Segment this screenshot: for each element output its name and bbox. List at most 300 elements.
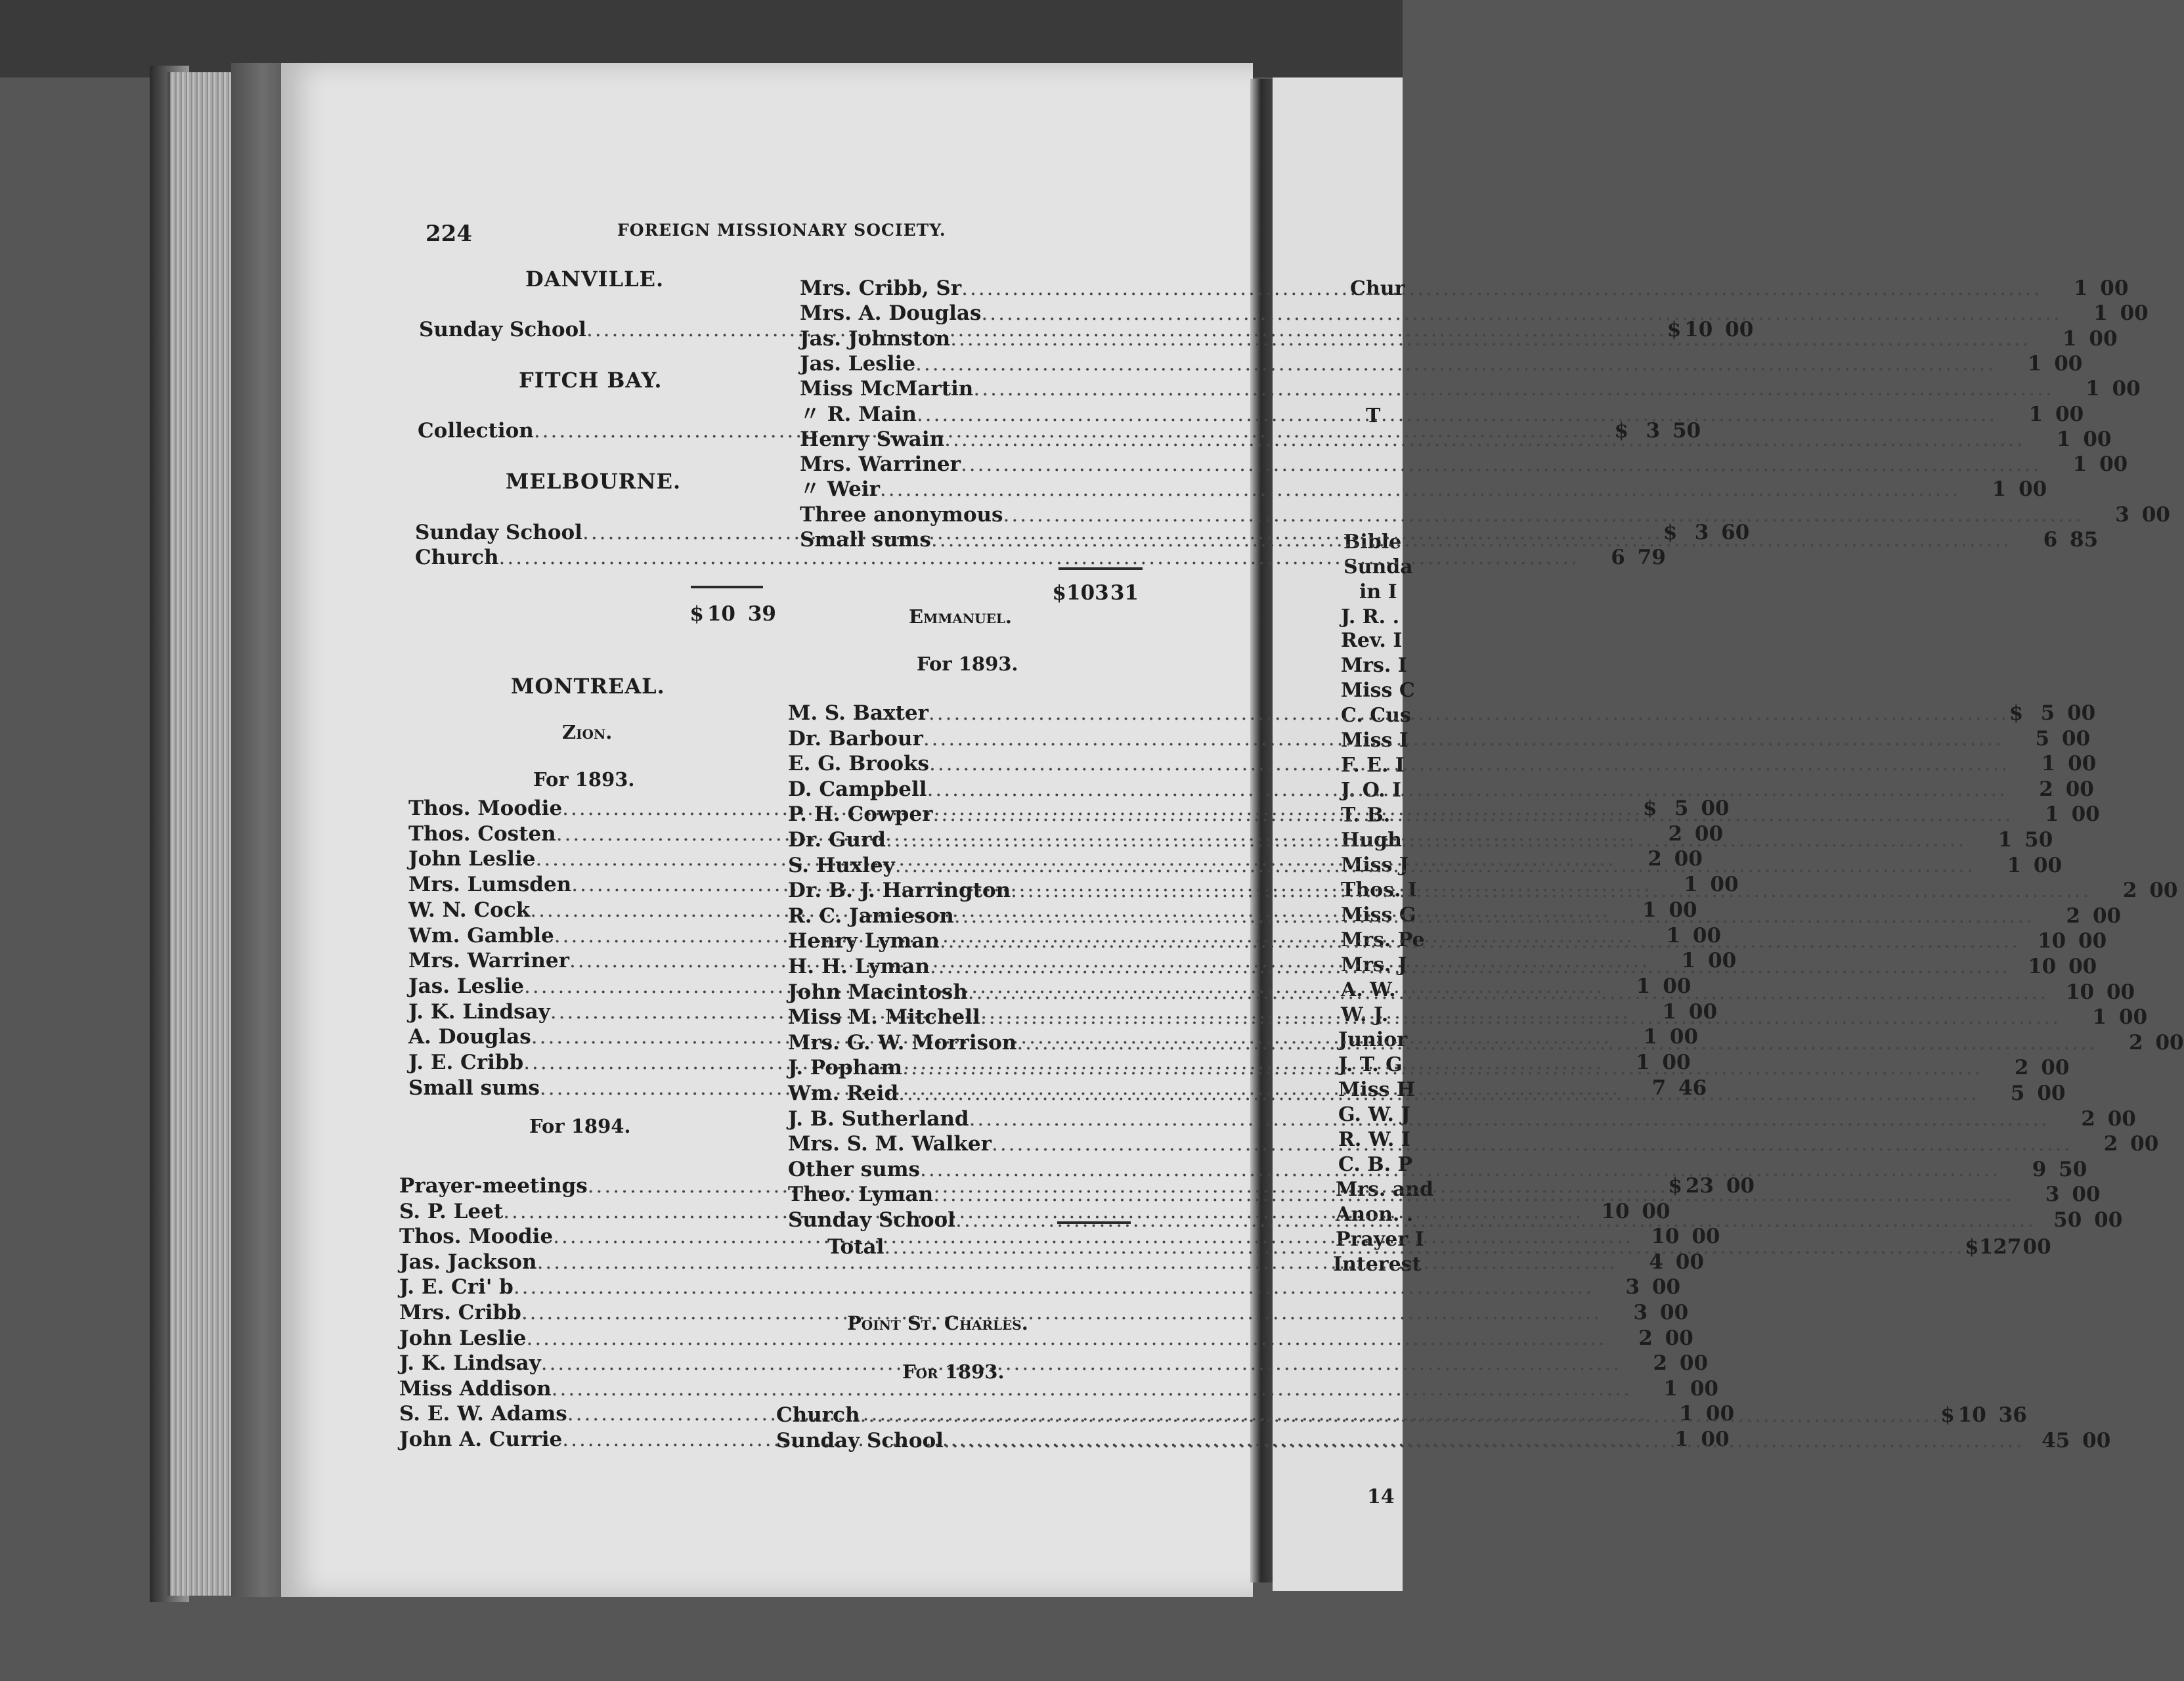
cents-amount: 00 [2083,427,2112,451]
dollar-sign [2072,1131,2086,1156]
cents-amount: 00 [2106,980,2135,1004]
cents-amount: 00 [2099,452,2128,477]
dollar-amount: 2 [1653,1351,1668,1376]
facing-page-fragment: Miss J [1341,854,1409,877]
cents-amount: 00 [2112,377,2141,401]
dollar-amount: 2 [2081,1106,2095,1131]
leader-dots [541,1351,1621,1376]
donor-name: Miss Addison [399,1376,552,1401]
melbourne-total-rule [691,586,763,588]
cents-amount: 00 [1651,1275,1681,1299]
dollar-amount: 1 [2092,1005,2107,1030]
dollar-sign [2042,276,2056,301]
donor-name: J. Popham [788,1056,903,1080]
cents-amount: 00 [1708,949,1737,973]
cents-amount: 00 [1660,1301,1689,1324]
cents-amount: 00 [1663,974,1692,998]
facing-page-fragment: Interest [1333,1253,1422,1276]
cents-amount: 00 [2022,1235,2051,1259]
facing-page-fragment: Mrs. J [1341,953,1407,976]
facing-page-fragment: Thos. I [1341,879,1417,902]
dollar-amount: 2 [1668,821,1683,846]
dollar-sign [1960,477,1975,502]
dollar-sign [2024,1428,2038,1453]
ledger-row [800,351,2083,376]
dollar-amount: 1 [2045,802,2059,827]
dollar-amount: 7 [1651,1076,1667,1100]
cents-amount: 00 [2054,351,2083,376]
leader-dots [902,1055,1982,1080]
dollar-sign [2049,1106,2064,1131]
donor-name: Miss McMartin [800,377,974,401]
leader-dots [898,1081,1978,1106]
donor-name: Small sums [800,528,931,552]
leader-dots [923,726,2003,751]
donor-name: Theo. Lyman [788,1183,934,1207]
dollar-amount: 10 [1957,1403,1986,1427]
leader-dots [933,1182,2013,1207]
facing-page-fragment: Mrs. Pe [1341,928,1425,951]
cents-amount: 00 [1705,1402,1735,1426]
facing-page-fragment: in I [1359,580,1397,603]
donor-name: J. K. Lindsay [408,999,550,1024]
dollar-sign [2034,904,2049,928]
leader-dots [884,1234,1964,1259]
leader-dots [940,928,2020,953]
leader-dots [969,1106,2049,1131]
facing-page-fragment: Anon. . [1336,1203,1414,1226]
leader-dots [928,701,2009,726]
donor-name: 〃 Weir [800,477,880,502]
facing-page-fragment: Mrs. I [1341,654,1407,677]
cents-amount: 00 [1690,1376,1718,1401]
dollar-sign [2007,777,2022,802]
cents-amount: 46 [1678,1076,1707,1100]
facing-page-fragment: T [1366,404,1381,427]
leader-dots [920,1157,2000,1182]
donor-name: M. S. Baxter [788,701,928,725]
dollar-amount: 10 [2038,929,2066,953]
donor-name: A. Douglas [408,1025,531,1049]
dollar-amount: 1 [1642,898,1657,922]
dollar-amount: 45 [2042,1429,2070,1452]
dollar-amount: 1 [1636,974,1651,998]
cents-amount: 00 [1710,873,1739,897]
donor-name: Sunday School [419,318,586,341]
zion-total [1052,580,1143,605]
donor-name: D. Campbell [788,777,927,801]
dollar-amount: 9 [2032,1157,2047,1181]
dollar-amount: 4 [1649,1250,1663,1274]
cents-amount: 00 [2071,802,2100,827]
facing-page-fragment: Chur [1350,277,1405,300]
donor-name: J. E. Cri' b [399,1275,513,1299]
dollar-amount: 2 [1648,847,1662,871]
donor-name: Thos. Costen [408,821,556,846]
donor-name: J. E. Cribb [408,1051,524,1074]
dollar-amount: 2 [2014,1056,2029,1080]
cents-amount: 31 [1110,581,1139,605]
donor-name: John A. Currie [399,1428,563,1451]
facing-page-fragment: C. B. P [1338,1153,1413,1176]
dollar-sign: $ [1940,1403,1955,1427]
leader-dots [915,351,1996,376]
zion-for-1894: For 1894. [529,1115,631,1137]
donor-name: Mrs. A. Douglas [800,301,982,326]
heading-montreal: MONTREAL. [511,674,665,699]
dollar-sign [1602,1300,1616,1325]
cents-amount: 00 [1688,999,1718,1024]
dollar-amount: 2 [2039,777,2053,801]
dollar-amount: 1 [2007,853,2022,877]
donor-name: H. H. Lyman [788,955,930,978]
cents-amount: 00 [2118,1005,2148,1030]
heading-zion: Zion. [562,721,613,743]
dollar-sign [2091,878,2105,903]
donor-name: Church [776,1403,860,1427]
facing-page-fragment: Miss H [1338,1078,1416,1101]
leader-dots [917,402,1997,427]
ledger-row [800,326,2118,351]
cents-amount: 50 [2059,1157,2087,1181]
donor-name: Total [827,1235,885,1259]
cents-amount: 00 [2041,1056,2070,1080]
leader-dots [1003,502,2084,527]
dollar-sign [1978,1081,1993,1106]
leader-dots [961,452,2041,477]
dollar-sign [2036,1208,2050,1233]
dollar-amount: 2 [2122,879,2137,903]
facing-page-fragment: A. W. [1341,978,1396,1001]
donor-name: W. N. Cock [408,898,531,922]
dollar-sign: $ [1667,318,1682,341]
ledger-row [776,1428,2111,1453]
donor-name: Sunday School [788,1208,955,1232]
dollar-sign: $ [1965,1235,1979,1259]
cents-amount: 00 [2037,1081,2066,1105]
dollar-amount: 103 [1066,581,1109,605]
dollar-sign [2020,928,2034,953]
leader-dots [944,427,2024,452]
dollar-amount: 10 [2028,955,2057,978]
donor-name: 〃 R. Main [800,402,917,426]
running-title: FOREIGN MISSIONARY SOCIETY. [617,221,946,240]
leader-dots [968,980,2048,1005]
dollar-amount: 3 [2115,502,2129,527]
donor-name: Mrs. Lumsden [408,873,572,897]
dollar-sign: $ [1614,419,1629,443]
page-number: 224 [426,221,472,247]
dollar-sign [2009,751,2024,776]
facing-page-fragment: J. T. G [1338,1053,1403,1076]
leader-dots [954,904,2034,928]
dollar-sign: $ [1052,581,1066,605]
donor-name: P. H. Cowper [788,802,933,827]
dollar-amount: 50 [2053,1208,2082,1232]
cents-amount: 00 [2107,1106,2136,1131]
facing-page-fragment: Miss C [1341,679,1415,702]
leader-dots [880,477,1960,502]
ledger-row [800,502,2170,527]
leader-dots [1016,1030,2097,1055]
dollar-sign [1632,1376,1646,1401]
donor-name: Wm. Gamble [408,923,554,948]
dollar-sign: $ [1642,797,1657,820]
donor-name: Jas. Leslie [800,351,916,376]
donor-name: Dr. B. J. Harrington [788,879,1011,903]
zion-total-rule [1059,567,1143,570]
donor-name: Henry Lyman [788,929,940,953]
cents-amount: 50 [2024,828,2053,852]
dollar-amount: 1 [1998,828,2013,852]
donor-name: Mrs. Cribb, Sr [800,276,962,300]
heading-melbourne: MELBOURNE. [506,469,682,494]
dollar-amount: 3 [1646,419,1661,443]
leader-dots [552,1376,1632,1401]
leader-dots [927,777,2007,802]
ledger-row [800,301,2149,326]
leader-dots [860,1403,1940,1428]
ledger-row [800,402,2084,427]
cents-amount: 00 [1701,797,1730,820]
donor-name: Small sums [408,1076,540,1100]
donor-name: Jas. Jackson [399,1250,537,1274]
dollar-sign: $ [1668,1174,1682,1198]
dollar-amount: 1 [1674,1428,1689,1451]
donor-name: Sunday School [415,521,582,544]
leader-dots [980,1005,2061,1030]
heading-point-st-charles: Point St. Charles. [847,1312,1028,1334]
facing-page-fragment: G. W. J [1338,1103,1410,1126]
dollar-amount: 1 [2073,276,2088,300]
dollar-sign [2054,376,2068,401]
donor-name: Jas. Leslie [408,974,525,998]
cents-amount: 00 [1642,1199,1671,1223]
cents-amount: 00 [1692,1225,1720,1249]
donor-name: S. Huxley [788,853,895,877]
dollar-sign [1607,1326,1621,1351]
dollar-amount: 1 [1663,1376,1678,1401]
dollar-sign [2024,427,2039,452]
cents-amount: 00 [2082,1429,2111,1452]
dollar-amount: 1 [2027,351,2042,376]
leader-dots [950,326,2030,351]
dollar-amount: 10 [1601,1199,1630,1223]
donor-name: J. B. Sutherland [788,1106,969,1131]
dollar-sign [1594,1275,1608,1299]
donor-name: Collection [418,419,534,443]
donor-name: S. E. W. Adams [399,1402,567,1426]
donor-name: Dr. Barbour [788,726,923,751]
dollar-amount: 1 [2072,452,2087,477]
dollar-sign [1982,1055,1997,1080]
leader-dots [886,827,1966,852]
cents-amount: 00 [1665,1326,1693,1350]
cents-amount: 00 [1692,923,1722,948]
dollar-amount: 3 [1694,521,1709,544]
melbourne-total [689,601,776,626]
facing-page-fragment: C. Cus [1341,704,1411,727]
dollar-sign [1975,853,1990,878]
cents-amount: 00 [2061,726,2091,751]
leader-dots [526,1326,1606,1351]
cents-amount: 00 [1679,1351,1709,1376]
dollar-amount: 1 [1683,873,1698,897]
point-st-charles-for-1893: For 1893. [902,1361,1005,1383]
cents-amount: 00 [2072,1183,2101,1207]
donor-name: Thos. Moodie [399,1225,554,1249]
leader-dots [513,1275,1594,1299]
facing-page-fragment: Rev. I [1341,629,1403,652]
cents-amount: 00 [2068,955,2097,978]
dollar-amount: 1 [1679,1402,1694,1426]
ledger-row [800,452,2128,477]
donor-name: E. G. Brooks [788,752,929,776]
heading-danville: DANVILLE. [525,267,665,292]
donor-name: Henry Swain [800,427,945,451]
dollar-amount: 127 [1978,1235,2022,1259]
cents-amount: 00 [2033,853,2063,877]
cents-amount: 00 [2078,929,2107,953]
dollar-amount: 2 [2103,1132,2118,1156]
cents-amount: 00 [1725,318,1754,341]
dollar-amount: 5 [2035,726,2050,751]
dollar-amount: 1 [1681,949,1696,973]
facing-page-fragment: W. J. [1341,1003,1389,1026]
facing-page-fragment: Miss I [1341,729,1409,752]
donor-name: Mrs. G. W. Morrison [788,1030,1017,1055]
zion-for-1893: For 1893. [533,768,635,791]
ledger-row [800,376,2141,401]
cents-amount: 00 [1675,1250,1704,1274]
dollar-amount: 2 [2066,904,2081,928]
donor-name: Thos. Moodie [408,797,563,820]
dollar-sign: $ [689,602,704,626]
cents-amount: 00 [1701,1428,1730,1451]
dollar-amount: 1 [2028,402,2043,426]
dollar-sign [2061,1005,2075,1030]
facing-page-fragment: Mrs. and [1336,1178,1434,1201]
dollar-sign [2014,1182,2028,1207]
ledger-row [399,1376,1718,1401]
dollar-amount: 6 [1611,546,1625,569]
donor-name: Mrs. Warriner [408,949,569,973]
facing-page-number: 14 [1367,1485,1395,1508]
donor-name: Church [415,546,499,569]
cents-amount: 00 [2019,477,2047,502]
dollar-sign [1621,1351,1636,1376]
leader-dots [981,301,2061,326]
dollar-sign [2000,1157,2015,1182]
dollar-amount: 1 [1635,1051,1650,1074]
donor-name: S. P. Leet [399,1199,504,1223]
dollar-amount: 1 [2041,752,2056,776]
facing-page-fragment: F. E. I [1341,754,1405,777]
dollar-sign [2013,802,2028,827]
ledger-row [800,477,2047,502]
book-binding [231,63,284,1597]
donor-name: Miss M. Mitchell [788,1005,980,1030]
leader-dots [932,802,2013,827]
cents-amount: 00 [1694,821,1724,846]
cents-amount: 60 [1721,521,1750,544]
dollar-amount: 5 [1674,797,1689,820]
cents-amount: 36 [1998,1403,2027,1427]
ledger-row [399,1275,1681,1299]
cents-amount: 00 [1674,847,1703,871]
facing-page-fragment: R. W. I [1338,1128,1410,1151]
cents-amount: 00 [2149,879,2178,903]
dollar-sign [2003,726,2018,751]
leader-dots [931,527,2011,552]
dollar-amount: 10 [1684,318,1713,341]
cents-amount: 00 [1726,1174,1755,1198]
dollar-amount: 3 [1633,1301,1648,1324]
donor-name: Mrs. Cribb [399,1301,521,1324]
cents-amount: 00 [1669,898,1697,922]
leader-dots [895,853,1975,878]
donor-name: Mrs. Warriner [800,452,961,477]
cents-amount: 00 [2141,502,2170,527]
donor-name: John Macintosh [788,980,968,1004]
donor-name: Prayer-meetings [399,1174,588,1198]
dollar-sign [2011,527,2026,552]
dollar-amount: 2 [1638,1326,1653,1350]
donor-name: John Leslie [408,847,536,871]
dollar-amount: 1 [2093,301,2108,326]
dollar-amount: 1 [2056,427,2071,451]
cents-amount: 85 [2070,528,2099,552]
dollar-sign [2084,502,2098,527]
donor-name: Wm. Reid [788,1081,899,1105]
dollar-amount: 2 [2129,1030,2143,1055]
cents-amount: 39 [747,602,776,626]
cents-amount: 00 [2067,701,2096,725]
dollar-amount: 1 [1666,923,1681,948]
dollar-sign [2010,954,2024,979]
dollar-sign [2062,301,2076,326]
dollar-amount: 1 [2062,326,2077,351]
donor-name: Three anonymous [800,502,1003,527]
dollar-amount: 3 [1625,1275,1640,1299]
dollar-sign [1966,827,1980,852]
facing-page-fragment: J. O. I [1341,779,1402,802]
dollar-amount: 10 [1651,1225,1680,1249]
cents-amount: 00 [2089,326,2118,351]
donor-name: John Leslie [399,1326,527,1350]
donor-name: Mrs. S. M. Walker [788,1132,992,1156]
dollar-amount: 10 [2065,980,2095,1004]
cents-amount: 00 [2065,777,2094,801]
cents-amount: 00 [2094,1208,2123,1232]
dollar-sign: $ [2009,701,2024,725]
facing-page-fragment: Junior [1338,1028,1408,1051]
leader-dots [961,276,2042,301]
dollar-amount: 1 [2086,377,2100,401]
donor-name: Other sums [788,1157,920,1181]
leader-dots [955,1208,2036,1233]
cents-amount: 00 [2155,1030,2184,1055]
dollar-amount: 1 [1992,477,2007,502]
dollar-amount: 23 [1685,1174,1714,1198]
leader-dots [521,1300,1602,1325]
facing-page-fragment: Hugh [1341,829,1402,852]
leader-dots [973,376,2053,401]
dollar-sign [1996,351,2010,376]
leader-dots [992,1131,2072,1156]
donor-name: Sunday School [776,1429,944,1452]
dollar-sign [2031,326,2045,351]
